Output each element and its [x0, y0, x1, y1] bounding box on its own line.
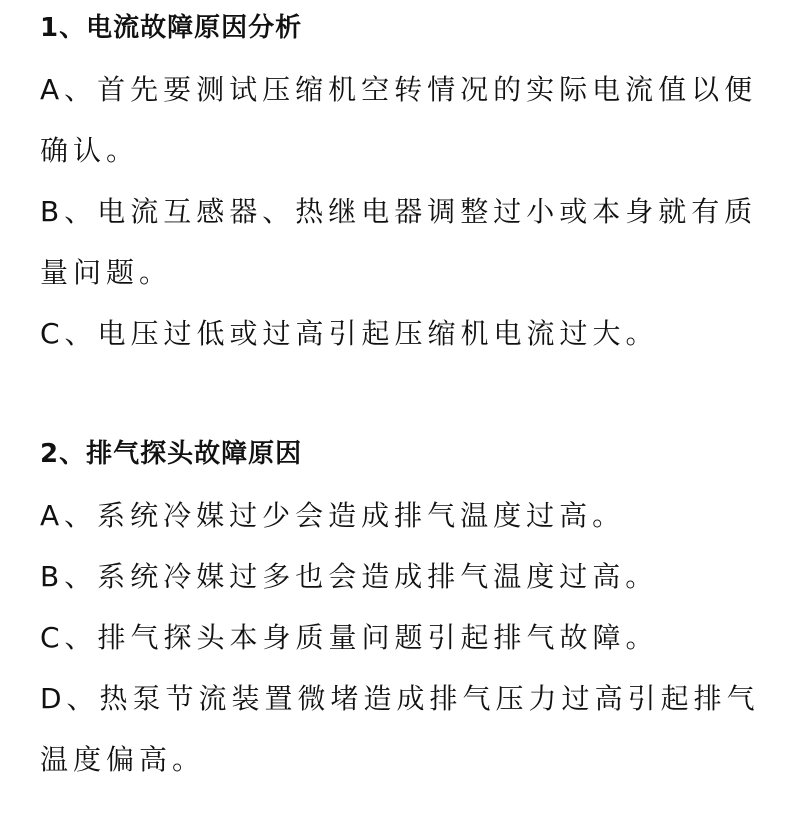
section-heading-current-fault: 1、电流故障原因分析: [40, 13, 303, 43]
document-body: [40, 0, 770, 790]
current-fault-item-c: C、电压过低或过高引起压缩机电流过大。: [40, 317, 659, 350]
discharge-probe-item-c: C、排气探头本身质量问题引起排气故障。: [40, 621, 659, 654]
section-heading-discharge-probe-fault: 2、排气探头故障原因: [40, 439, 303, 469]
discharge-probe-item-a: A、系统冷媒过少会造成排气温度过高。: [40, 499, 626, 532]
current-fault-list: [40, 59, 770, 364]
discharge-probe-item-b: B、系统冷媒过多也会造成排气温度过高。: [40, 560, 659, 593]
discharge-probe-item-d: D、热泵节流装置微堵造成排气压力过高引起排气温度偏高。: [40, 682, 760, 776]
discharge-probe-fault-list: [40, 485, 770, 790]
current-fault-item-a: A、首先要测试压缩机空转情况的实际电流值以便确认。: [40, 73, 758, 167]
current-fault-item-b: B、电流互感器、热继电器调整过小或本身就有质量问题。: [40, 195, 758, 289]
